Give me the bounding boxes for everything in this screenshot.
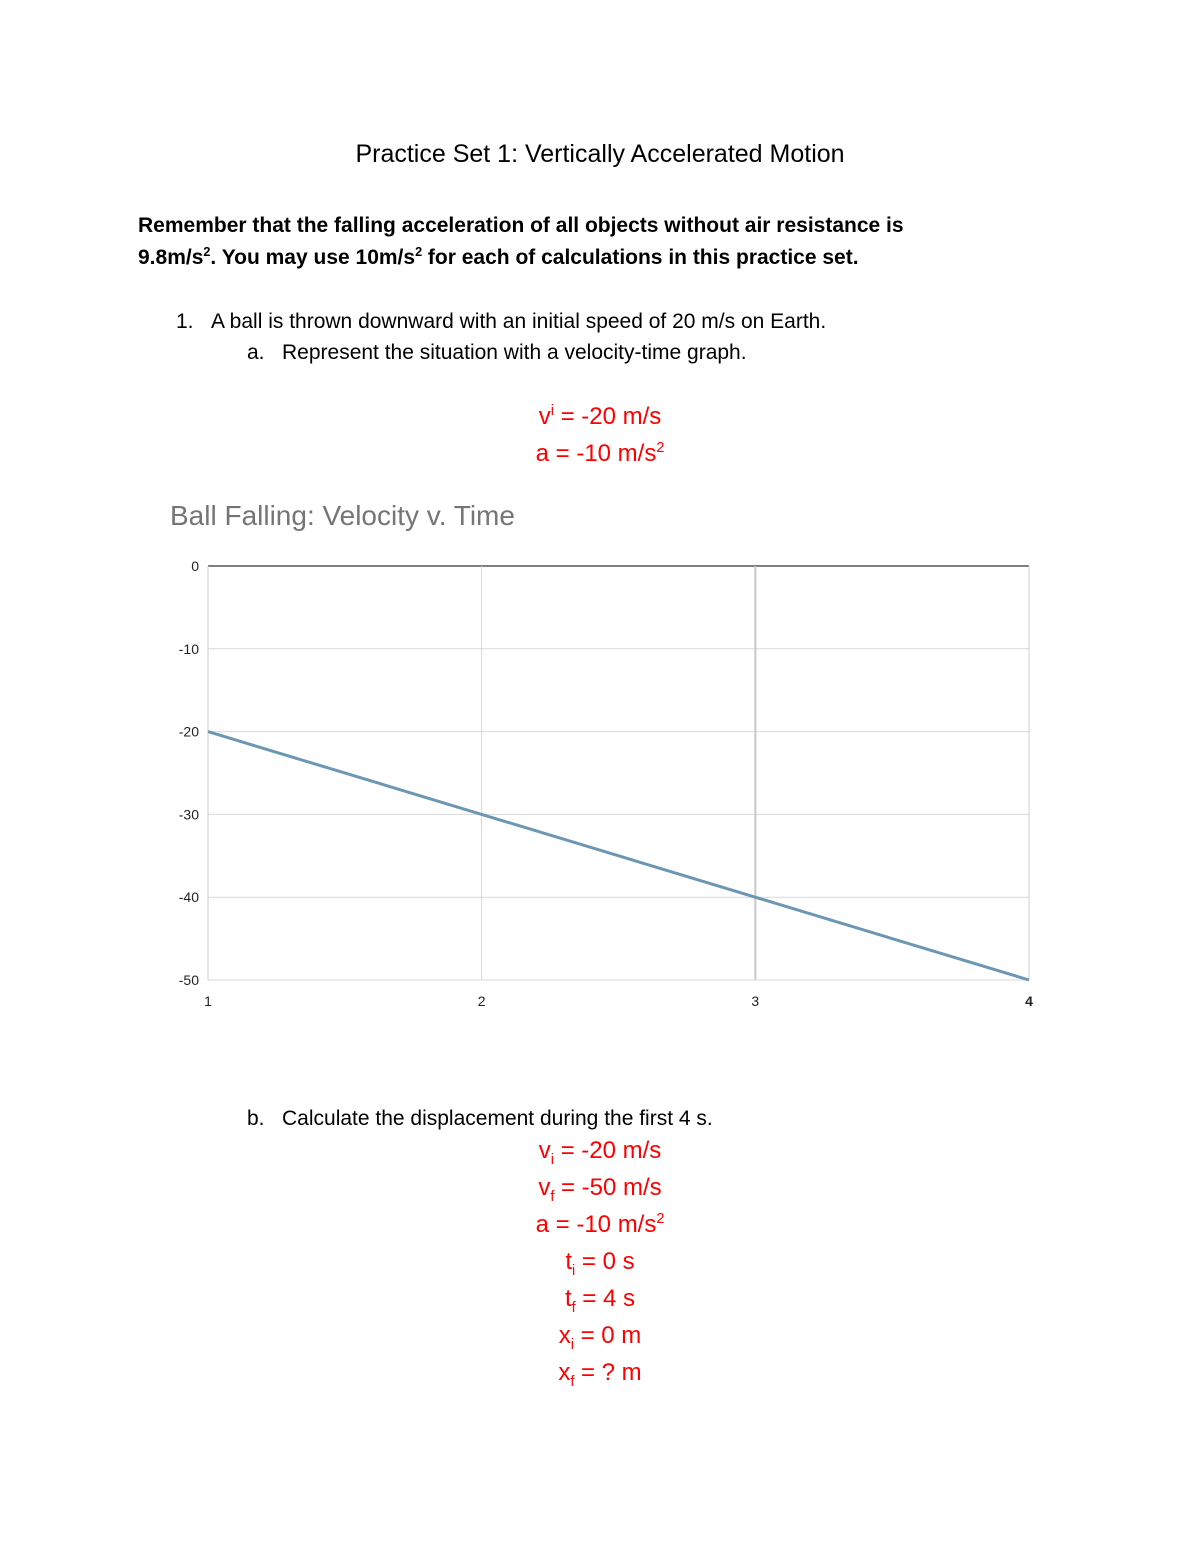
answer-b-line: $v_i = -20$ m/s: [538, 1137, 662, 1168]
page-title: Practice Set 1: Vertically Accelerated Motion: [355, 140, 845, 168]
answer-b-line: $v_f = -50$ m/s: [538, 1174, 662, 1205]
y-tick-label: 0: [191, 558, 199, 574]
part-a-text: Represent the situation with a velocity-time graph.: [282, 341, 747, 364]
answer-b-line: a = -10 $m/s^2$: [535, 1211, 665, 1238]
intro-line-2: $9.8m/s^2$. You may use $10m/s^2$ for each of calculations in this practice set.: [138, 245, 859, 269]
answer-a-acceleration: a = -10 $m/s^2$: [535, 440, 665, 467]
answer-b-line: $t_i = 0$ s: [565, 1248, 635, 1279]
y-tick-label: -40: [178, 889, 199, 906]
series-line: [208, 732, 1029, 980]
chart-title: Ball Falling: Velocity v. Time: [170, 500, 515, 531]
answer-b-line: $x_f$ = ? m: [558, 1359, 642, 1390]
part-b-text: Calculate the displacement during the first 4 s.: [282, 1107, 713, 1130]
part-a-letter: a.: [247, 341, 265, 364]
answer-a-velocity: $v^i = -20$ m/s: [538, 403, 662, 430]
x-tick-label: 1: [204, 993, 212, 1009]
y-tick-label: -30: [178, 806, 199, 823]
answer-b-line: $x_i = 0$ m: [558, 1322, 642, 1353]
y-tick-label: -10: [178, 640, 199, 657]
x-tick-label: 4: [1025, 993, 1033, 1009]
y-tick-label: -20: [178, 723, 199, 740]
x-tick-label: 2: [477, 993, 486, 1009]
question-1-text: A ball is thrown downward with an initial speed of 20 m/s on Earth.: [211, 310, 827, 333]
intro-line-1: Remember that the falling acceleration of all objects without air resistance is: [138, 214, 904, 237]
part-b-letter: b.: [247, 1107, 265, 1130]
y-tick-label: -50: [178, 972, 199, 988]
answer-b-line: $t_f = 4$ s: [564, 1285, 636, 1316]
question-1-number: 1.: [176, 310, 194, 333]
x-tick-label: 3: [751, 993, 760, 1009]
